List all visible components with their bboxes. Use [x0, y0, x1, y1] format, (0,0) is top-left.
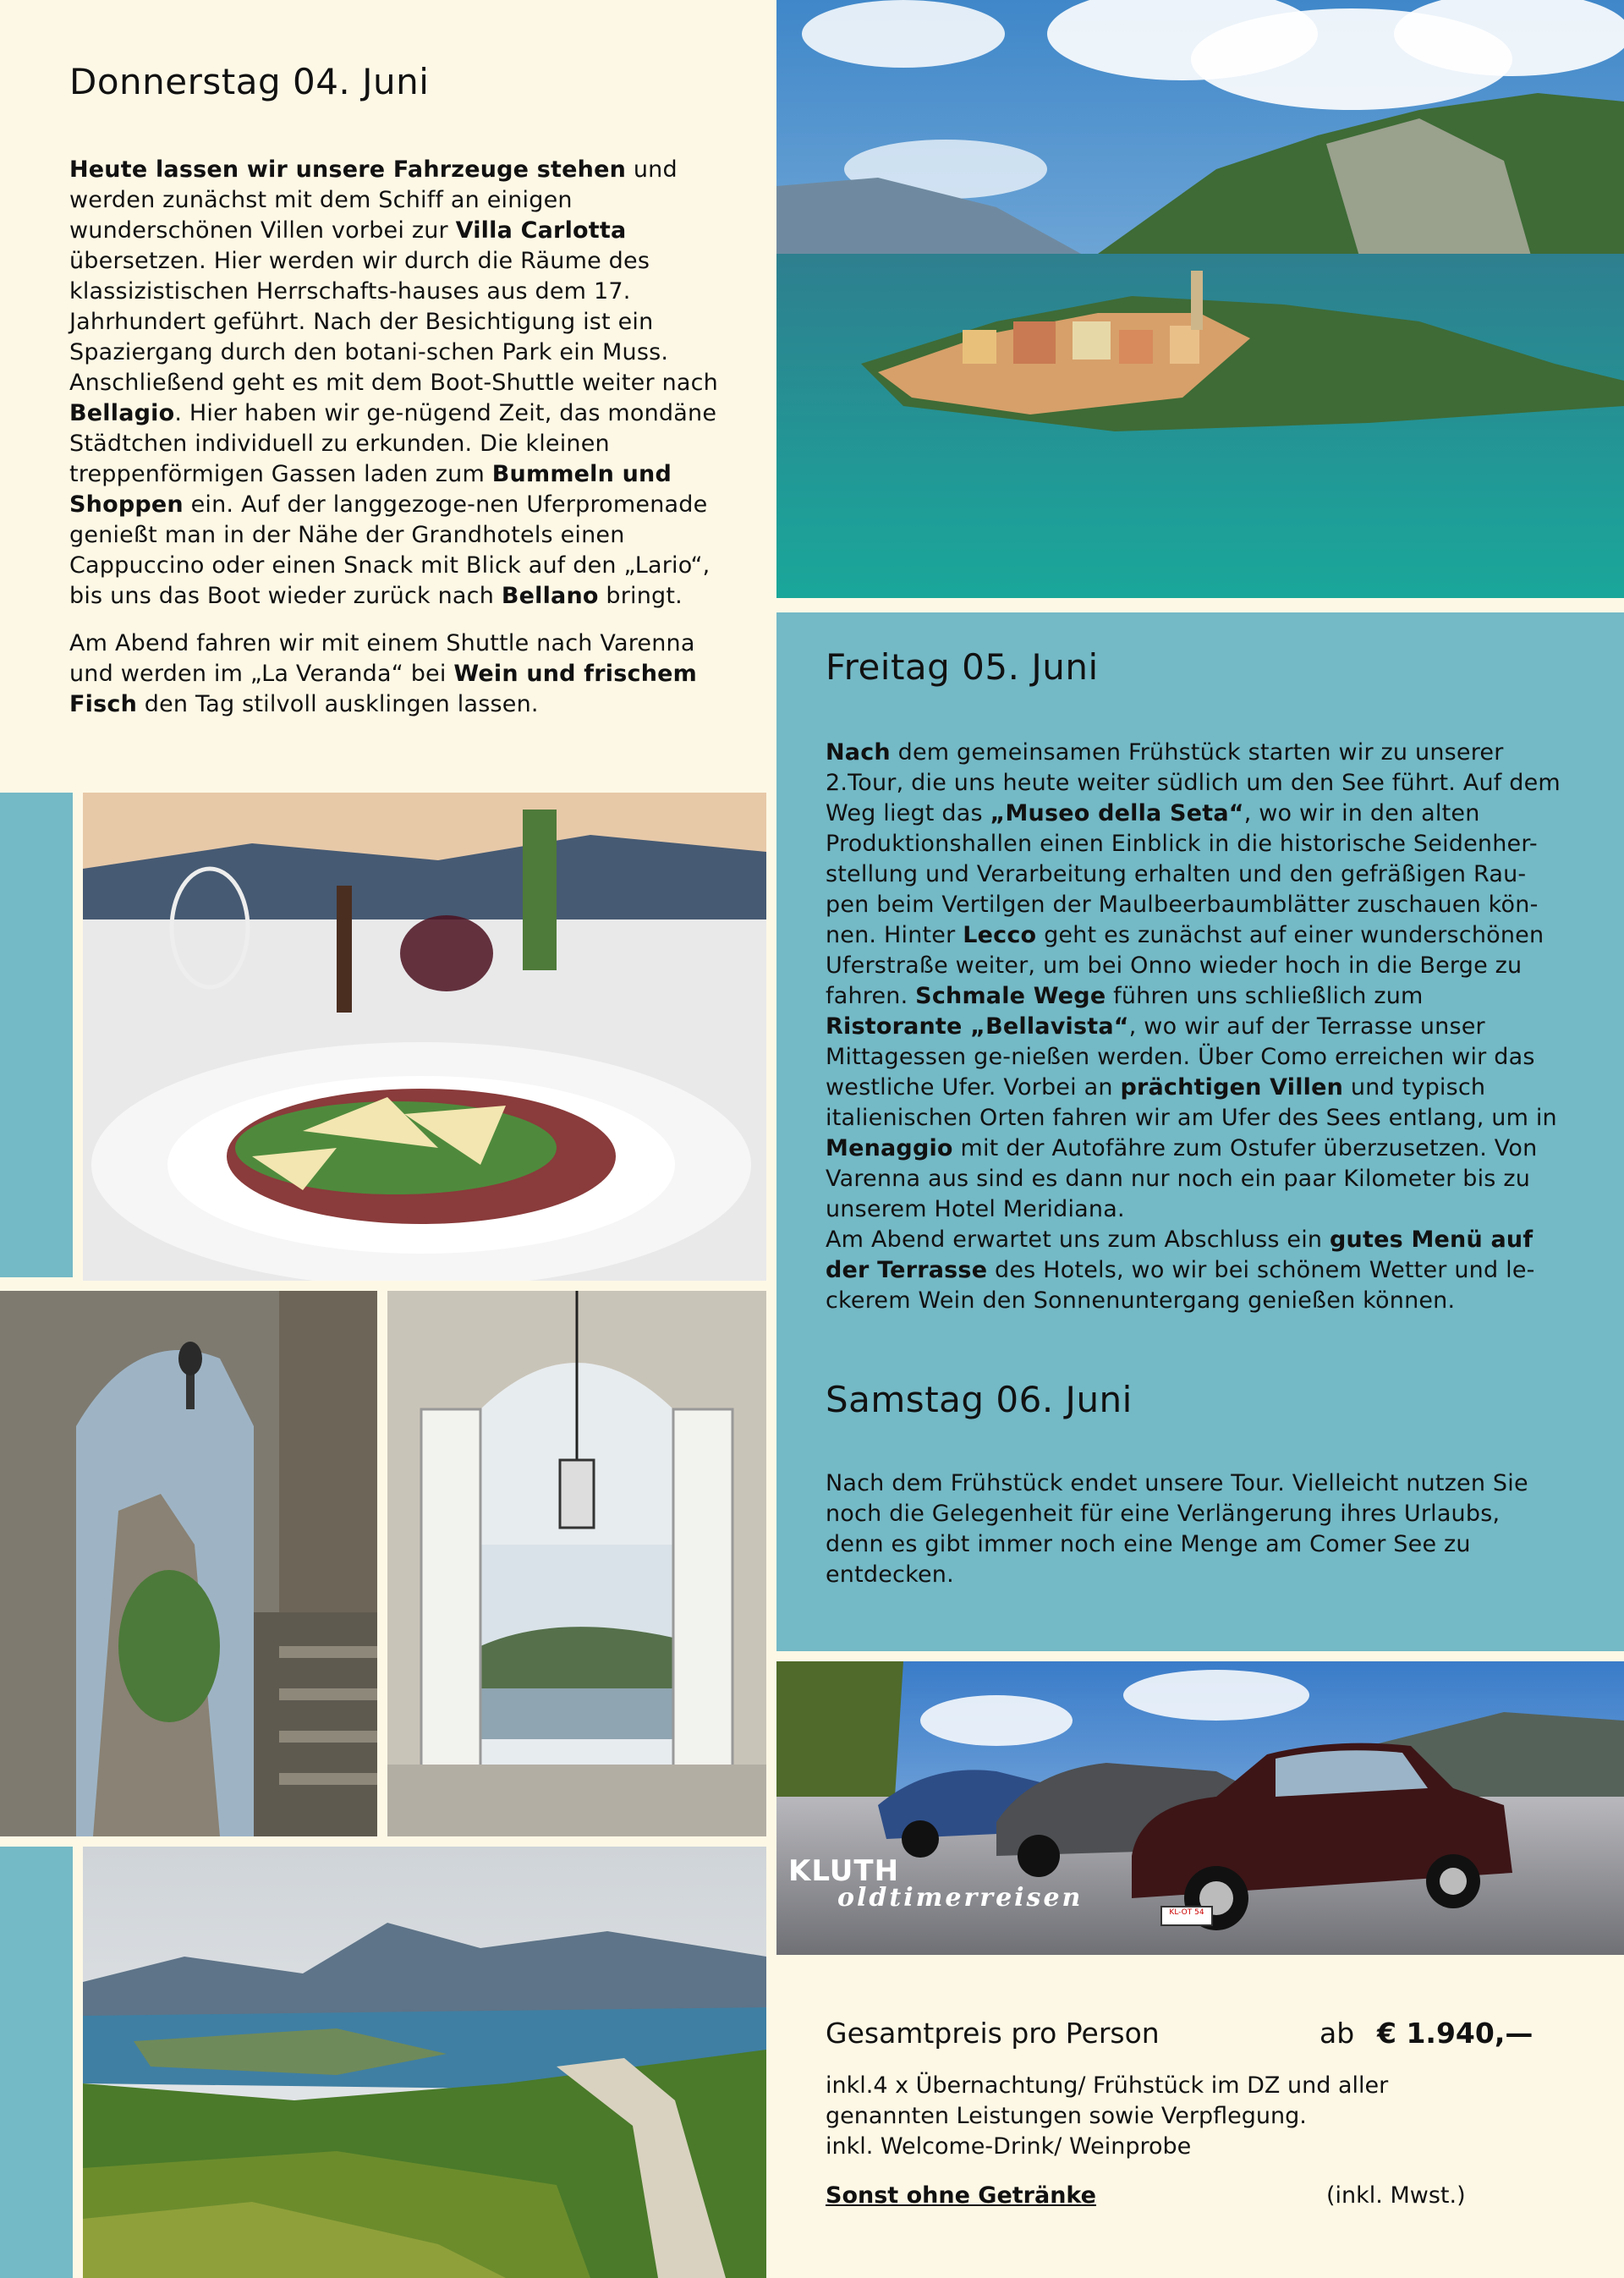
bold-text-run: Lecco: [963, 922, 1037, 948]
day3-text: [826, 1468, 1561, 1607]
day3-heading: Samstag 06. Juni: [826, 1379, 1133, 1420]
kluth-logo-script: oldtimerreisen: [837, 1883, 1084, 1913]
lake-village-photo: [776, 0, 1624, 598]
bold-text-run: Heute lassen wir unsere Fahrzeuge stehen: [69, 156, 627, 183]
day2-text: [826, 738, 1561, 1333]
price-detail-line: inkl.4 x Übernachtung/ Frühstück im DZ und aller: [826, 2072, 1389, 2099]
price-label: Gesamtpreis pro Person: [826, 2017, 1160, 2050]
kluth-logo-wordmark: KLUTH: [788, 1854, 900, 1888]
text-run: dem gemeinsamen Frühstück starten wir zu unserer 2.Tour, die uns heute weiter südlich um den See führt. Auf dem Weg liegt das: [826, 739, 1561, 826]
day1-paragraph-1: [69, 155, 729, 612]
bold-text-run: Wein und frischem Fisch: [69, 661, 697, 717]
drinks-note: Sonst ohne Getränke: [826, 2182, 1096, 2209]
price-detail-line: inkl. Welcome-Drink/ Weinprobe: [826, 2133, 1192, 2160]
bold-text-run: Bummeln und Shoppen: [69, 461, 672, 518]
text-run: , wo wir auf der Terrasse unser Mittagessen ge-nießen werden. Über Como erreichen wir das westliche Ufer. Vorbei an: [826, 1013, 1535, 1101]
license-plate-text: KL-OT 54: [1169, 1908, 1204, 1917]
bold-text-run: „Museo della Seta“: [990, 800, 1244, 826]
bold-text-run: Menaggio: [826, 1135, 953, 1161]
text-run: übersetzen. Hier werden wir durch die Räume des klassizistischen Herrschafts-hauses aus dem 17. Jahrhundert geführt. Nach der Besichtigung ist ein Spaziergang durch den botani-schen Park ein Muss. Anschließend geht es mit dem Boot-Shuttle weiter nach: [69, 248, 718, 396]
price-detail-line: genannten Leistungen sowie Verpflegung.: [826, 2103, 1307, 2129]
restaurant-table-photo: [83, 793, 766, 1281]
bold-text-run: Villa Carlotta: [455, 217, 627, 244]
lake-panorama-photo: [83, 1847, 766, 2278]
text-run: mit der Autofähre zum Ostufer überzusetzen. Von Varenna aus sind es dann nur noch ein paar Kilometer bis zu unserem Hotel Meridiana.: [826, 1135, 1538, 1222]
text-run: und werden zunächst mit dem Schiff an einigen wunderschönen Villen vorbei zur: [69, 156, 678, 244]
text-run: führen uns schließlich zum: [1106, 983, 1424, 1009]
text-run: Am Abend fahren wir mit einem Shuttle nach Varenna und werden im „La Veranda“ bei: [69, 630, 695, 687]
day2-heading: Freitag 05. Juni: [826, 646, 1099, 688]
classic-cars-photo: [776, 1661, 1624, 1955]
text-run: den Tag stilvoll ausklingen lassen.: [137, 691, 539, 717]
day1-panel: [0, 0, 766, 782]
text-run: bringt.: [598, 583, 683, 609]
day3-paragraph: Nach dem Frühstück endet unsere Tour. Vielleicht nutzen Sie noch die Gelegenheit für eine Verlängerung ihres Urlaubs, denn es gibt immer noch eine Menge am Comer See zu entdecken.: [826, 1470, 1528, 1588]
text-run: geht es zunächst auf einer wunderschönen Uferstraße weiter, um bei Onno wieder hoch in die Berge zu fahren.: [826, 922, 1544, 1009]
bold-text-run: prächtigen Villen: [1120, 1074, 1344, 1101]
text-run: , wo wir in den alten Produktionshallen einen Einblick in die historische Seidenher-stellung und Verarbeitung erhalten und den gefräßigen Rau-pen beim Vertilgen der Maulbeerbaumblätter zuschauen kön-nen. Hinter: [826, 800, 1539, 948]
day1-heading: Donnerstag 04. Juni: [69, 61, 430, 102]
tax-note: (inkl. Mwst.): [1326, 2182, 1466, 2209]
bold-text-run: gutes Menü auf der Terrasse: [826, 1227, 1533, 1283]
teal-strip-2: [0, 1847, 73, 2278]
price-details: [826, 2071, 1502, 2162]
bold-text-run: Ristorante „Bellavista“: [826, 1013, 1129, 1040]
bold-text-run: Schmale Wege: [915, 983, 1106, 1009]
text-run: ein. Auf der langgezoge-nen Uferpromenade genießt man in der Nähe der Grandhotels einen Cappuccino oder einen Snack mit Blick auf den „Lario“, bis uns das Boot wieder zurück nach: [69, 491, 710, 609]
text-run: Am Abend erwartet uns zum Abschluss ein: [826, 1227, 1330, 1253]
text-run: und typisch italienischen Orten fahren wir am Ufer des Sees entlang, um in: [826, 1074, 1557, 1131]
day1-paragraph-2: [69, 629, 729, 720]
teal-strip-1: [0, 793, 73, 1277]
price-panel: [776, 1965, 1624, 2278]
bold-text-run: Bellano: [501, 583, 599, 609]
price-prefix: ab: [1320, 2017, 1355, 2050]
day2-day3-panel: [776, 612, 1624, 1651]
day2-paragraph-2: [826, 1225, 1561, 1316]
text-run: des Hotels, wo wir bei schönem Wetter und le-ckerem Wein den Sonnenuntergang genießen können.: [826, 1257, 1535, 1314]
bold-text-run: Bellagio: [69, 400, 175, 426]
day2-paragraph-1: [826, 738, 1561, 1225]
price-amount: € 1.940,—: [1377, 2017, 1533, 2050]
alley-stairs-photo: [0, 1291, 377, 1836]
bold-text-run: Nach: [826, 739, 891, 766]
day1-text: [69, 155, 729, 737]
villa-window-photo: [387, 1291, 766, 1836]
text-run: . Hier haben wir ge-nügend Zeit, das mondäne Städtchen individuell zu erkunden. Die kleinen treppenförmigen Gassen laden zum: [69, 400, 717, 487]
